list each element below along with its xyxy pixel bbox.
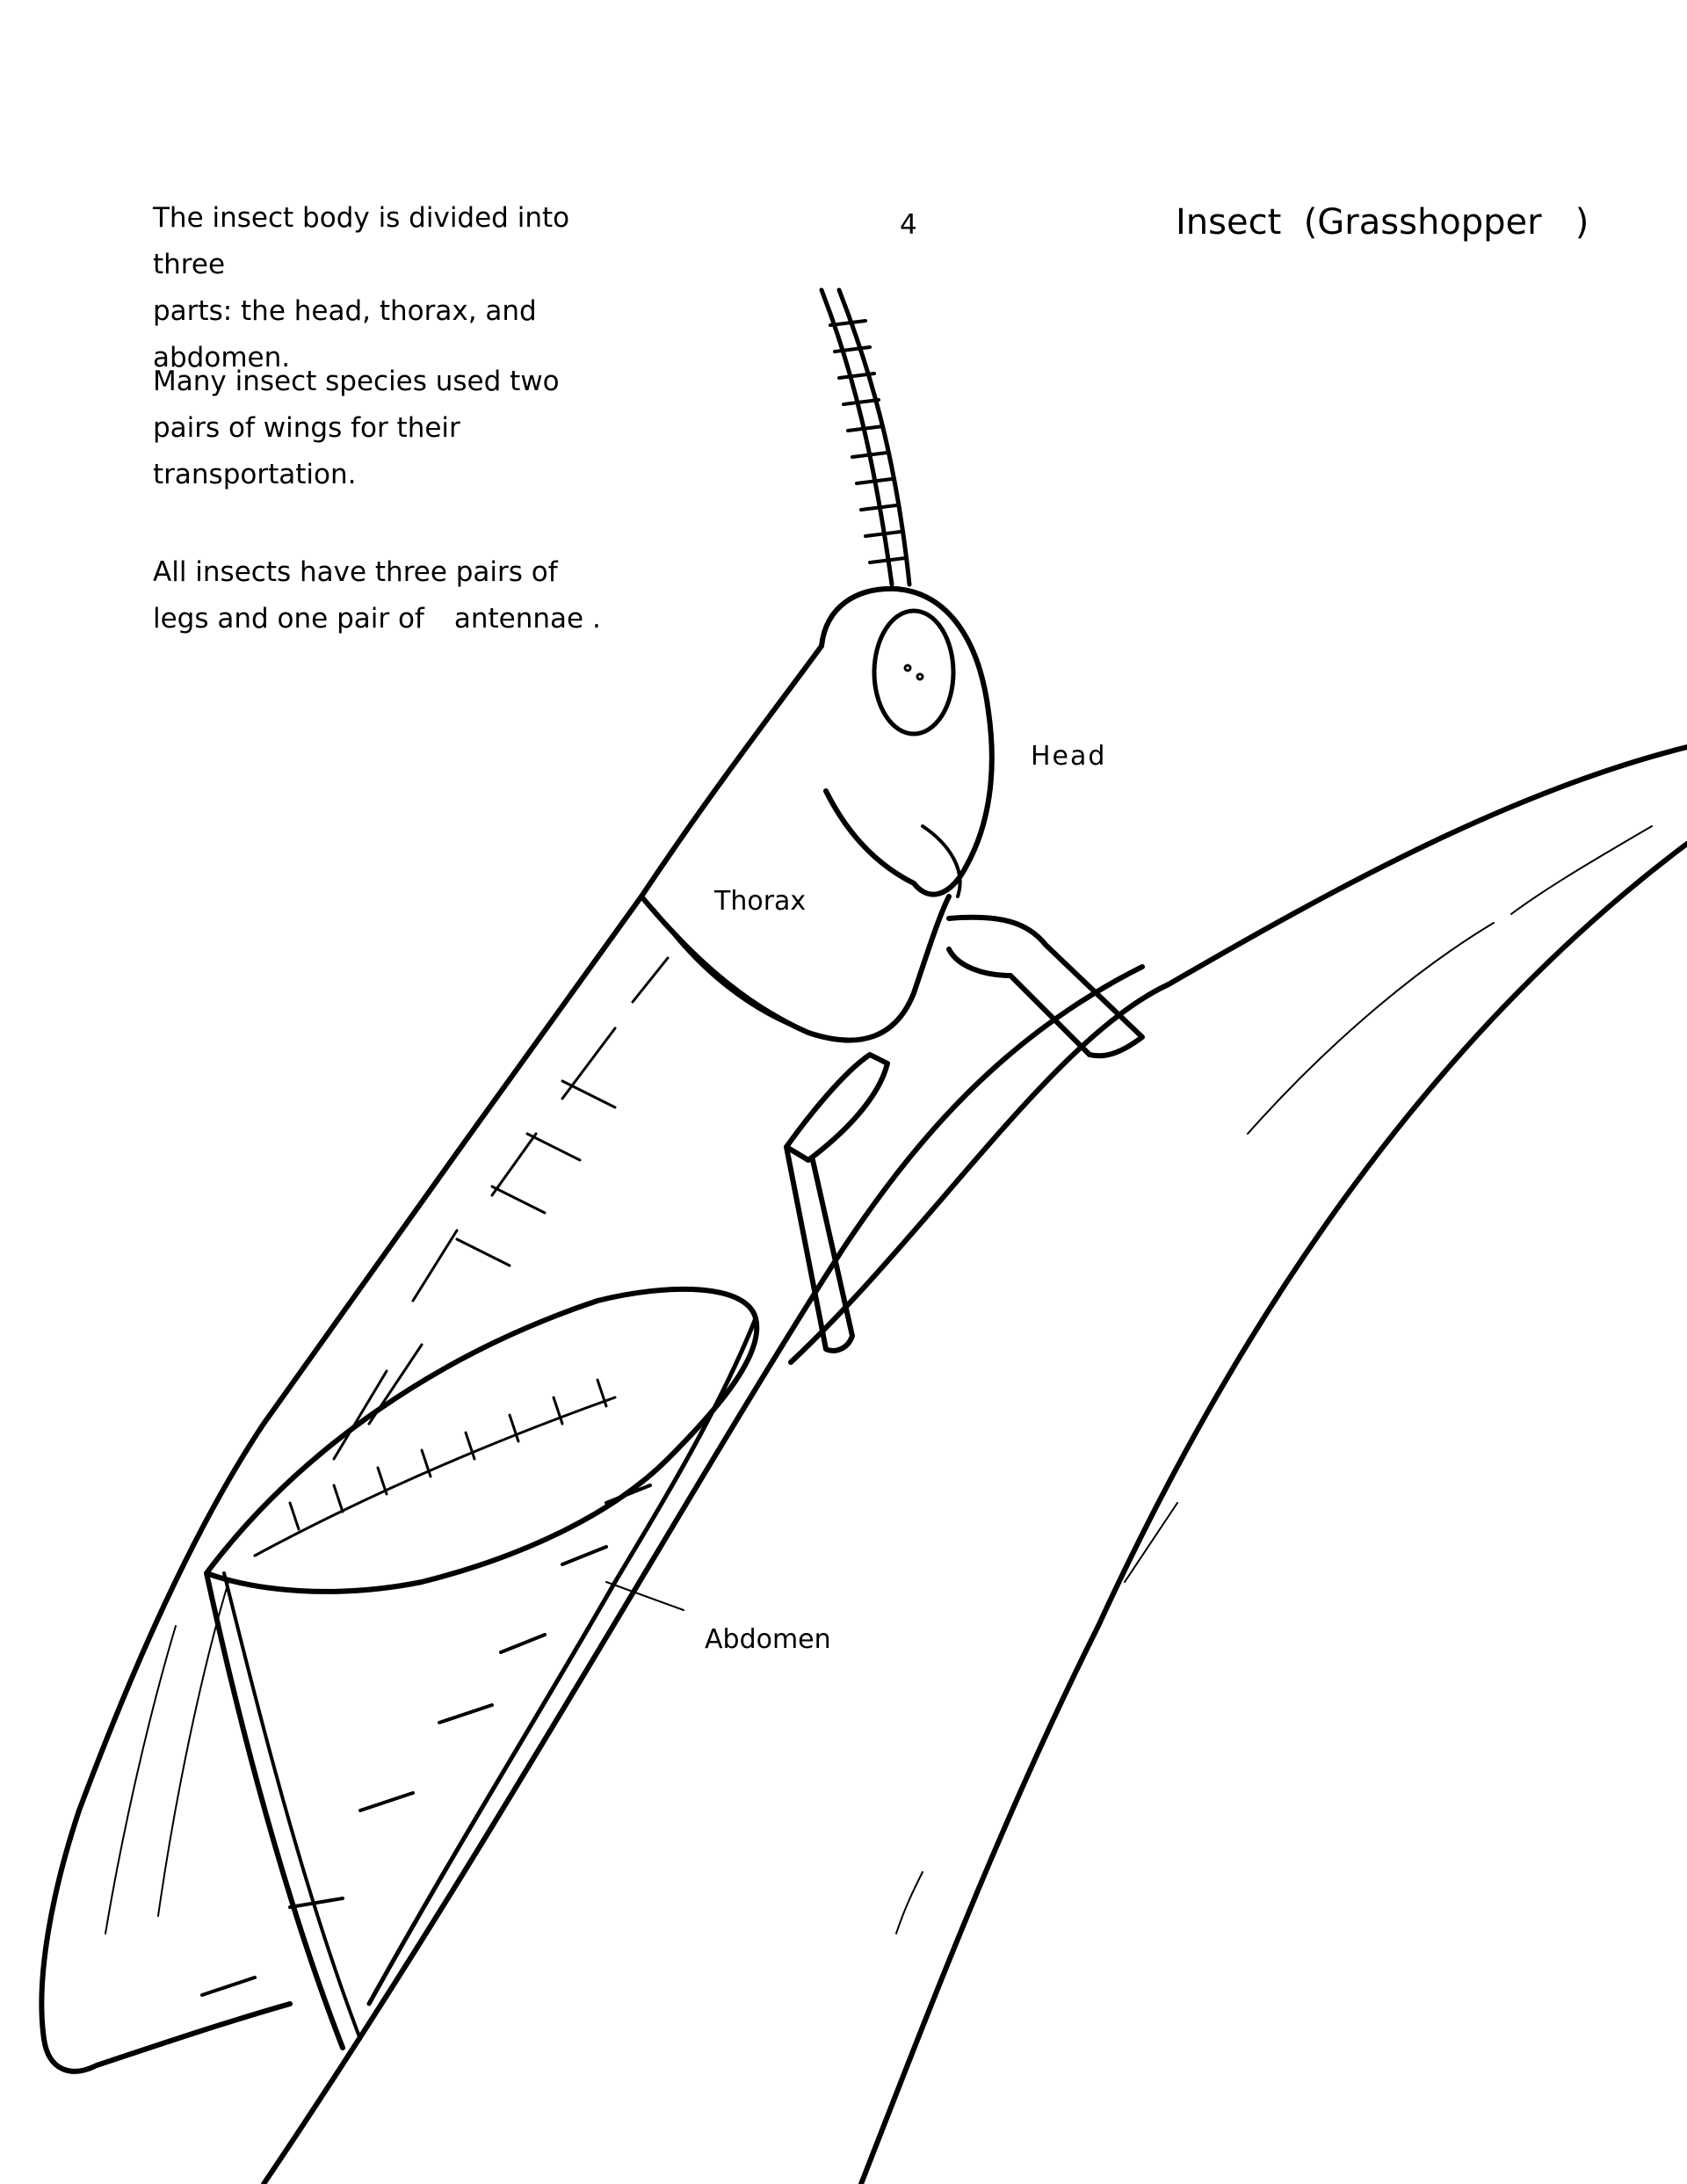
thorax — [641, 646, 949, 1041]
wings-line: Many insect species used two — [153, 366, 560, 397]
label-abdomen: Abdomen — [705, 1624, 831, 1655]
legs-line-1: All insects have three pairs of — [153, 556, 558, 588]
leaf-texture — [896, 826, 1652, 1934]
wings-line: transportation. — [153, 459, 357, 490]
leaf-outline — [264, 747, 1687, 2184]
front-legs — [786, 918, 1142, 1351]
legs-line-2-start: legs and one pair of — [153, 603, 424, 635]
legs-line-2 — [153, 596, 645, 642]
head — [822, 589, 992, 896]
antennae-word: antennae — [453, 603, 584, 635]
antenna — [822, 290, 909, 584]
hind-leg — [206, 1289, 757, 2048]
intro-line: The insect body is divided into three — [153, 202, 570, 280]
label-thorax: Thorax — [714, 886, 807, 917]
legs-line-2-end: . — [583, 603, 601, 635]
legs-antennae-text — [153, 549, 645, 642]
wings-text — [153, 359, 645, 498]
page-number: 4 — [900, 209, 917, 241]
label-head: Head — [1031, 741, 1107, 772]
abdomen — [202, 1318, 756, 2004]
body-division-text — [153, 195, 645, 381]
wings-line: pairs of wings for their — [153, 412, 460, 444]
intro-line: abdomen. — [153, 342, 291, 374]
forewing — [41, 896, 668, 2072]
page-title: Insect (Grasshopper ) — [1176, 202, 1589, 243]
intro-line: parts: the head, thorax, and — [153, 295, 537, 327]
